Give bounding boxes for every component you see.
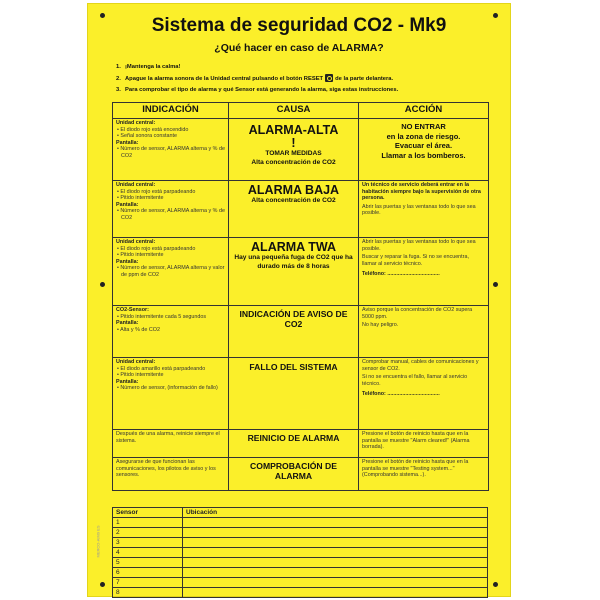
location-field[interactable] xyxy=(183,568,488,578)
step-2: 2. Apague la alarma sonora de la Unidad central pulsando el botón RESET de la parte delantera. xyxy=(116,75,394,82)
action-cell: Abrir las puertas y las ventanas todo lo que sea posible. Buscar y reparar la fuga. Si no se encuentra, llamar al servicio técnico. Teléfono: ................................... xyxy=(359,238,489,306)
action-cell: Presione el botón de reinicio hasta que en la pantalla se muestre "Alarm cleared!" (Alarma borrada). xyxy=(359,430,489,458)
cause-cell: FALLO DEL SISTEMA xyxy=(229,358,359,430)
sensor-header: Sensor xyxy=(113,508,183,518)
action-cell: Un técnico de servicio deberá entrar en la habitación siempre bajo la supervisión de otra persona. Abrir las puertas y las ventanas todo lo que sea posible. xyxy=(359,181,489,238)
indication-cell: Después de una alarma, reinicie siempre el sistema. xyxy=(113,430,229,458)
indication-cell: Unidad central: • El diodo rojo está parpadeando • Pitido intermitente Pantalla: • Número de sensor, ALARMA alterna y % de CO2 xyxy=(113,181,229,238)
mounting-hole-mid-right xyxy=(493,282,498,287)
sensor-row: 8 xyxy=(113,588,488,598)
location-field[interactable] xyxy=(183,558,488,568)
action-cell: Comprobar manual, cables de comunicaciones y sensor de CO2. Si no se encuentra el fallo, llamar al servicio técnico. Teléfono: ................................... xyxy=(359,358,489,430)
mounting-hole-bottom-right xyxy=(493,582,498,587)
step-1: 1. ¡Mantenga la calma! xyxy=(116,64,181,70)
header-causa: CAUSA xyxy=(229,103,359,119)
sensor-row: 1 xyxy=(113,518,488,528)
location-field[interactable] xyxy=(183,588,488,598)
location-field[interactable] xyxy=(183,578,488,588)
reset-button-icon xyxy=(325,74,333,82)
indication-cell: Unidad central: • El diodo rojo está encendido • Señal sonora constante Pantalla: • Número de sensor, ALARMA alterna y % de CO2 xyxy=(113,119,229,181)
indication-cell: Asegurarse de que funcionan las comunicaciones, los pilotos de aviso y los sensores. xyxy=(113,458,229,491)
alarm-table xyxy=(112,102,489,491)
safety-sign xyxy=(88,4,510,596)
mounting-hole-mid-left xyxy=(100,282,105,287)
side-code: MERCO-AIM9 ES xyxy=(95,525,101,558)
table-row xyxy=(113,238,489,306)
sensor-location-table xyxy=(112,507,488,598)
action-cell: NO ENTRAR en la zona de riesgo. Evacuar el área. Llamar a los bomberos. xyxy=(359,119,489,181)
instruction-steps xyxy=(116,62,496,97)
sensor-row: 7 xyxy=(113,578,488,588)
cause-cell: ALARMA-ALTA ! TOMAR MEDIDAS Alta concentración de CO2 xyxy=(229,119,359,181)
sensor-row: 4 xyxy=(113,548,488,558)
action-cell: Aviso porque la concentración de CO2 supera 5000 ppm. No hay peligro. xyxy=(359,306,489,358)
header-indicacion: INDICACIÓN xyxy=(113,103,229,119)
cause-cell: INDICACIÓN DE AVISO DE CO2 xyxy=(229,306,359,358)
location-field[interactable] xyxy=(183,518,488,528)
location-field[interactable] xyxy=(183,538,488,548)
cause-cell: ALARMA TWA Hay una pequeña fuga de CO2 que ha durado más de 8 horas xyxy=(229,238,359,306)
cause-cell: REINICIO DE ALARMA xyxy=(229,430,359,458)
sensor-row: 5 xyxy=(113,558,488,568)
sensor-row: 6 xyxy=(113,568,488,578)
location-field[interactable] xyxy=(183,528,488,538)
indication-cell: Unidad central: • El diodo amarillo está parpadeando • Pitido intermitente Pantalla: • Número de sensor, (información de fallo) xyxy=(113,358,229,430)
table-row xyxy=(113,119,489,181)
sensor-row: 3 xyxy=(113,538,488,548)
action-cell: Presione el botón de reinicio hasta que en la pantalla se muestre "Testing system..." (Comprobando sistema...). xyxy=(359,458,489,491)
table-row xyxy=(113,306,489,358)
step-3: 3. Para comprobar el tipo de alarma y qué Sensor está generando la alarma, siga estas instrucciones. xyxy=(116,87,399,93)
cause-cell: ALARMA BAJA Alta concentración de CO2 xyxy=(229,181,359,238)
sign-title: Sistema de seguridad CO2 - Mk9 xyxy=(151,15,447,36)
table-row xyxy=(113,358,489,430)
sensor-row: 2 xyxy=(113,528,488,538)
table-row xyxy=(113,458,489,491)
indication-cell: CO2-Sensor: • Pitido intermitente cada 5 segundos Pantalla: • Alta y % de CO2 xyxy=(113,306,229,358)
location-header: Ubicación xyxy=(183,508,488,518)
location-field[interactable] xyxy=(183,548,488,558)
mounting-hole-bottom-left xyxy=(100,582,105,587)
sign-subtitle: ¿Qué hacer en caso de ALARMA? xyxy=(214,42,384,54)
header-accion: ACCIÓN xyxy=(359,103,489,119)
table-row xyxy=(113,430,489,458)
table-row xyxy=(113,181,489,238)
cause-cell: COMPROBACIÓN DE ALARMA xyxy=(229,458,359,491)
indication-cell: Unidad central: • El diodo rojo está parpadeando • Pitido intermitente Pantalla: • Número de sensor, ALARMA alterna y valor de ppm de CO2 xyxy=(113,238,229,306)
